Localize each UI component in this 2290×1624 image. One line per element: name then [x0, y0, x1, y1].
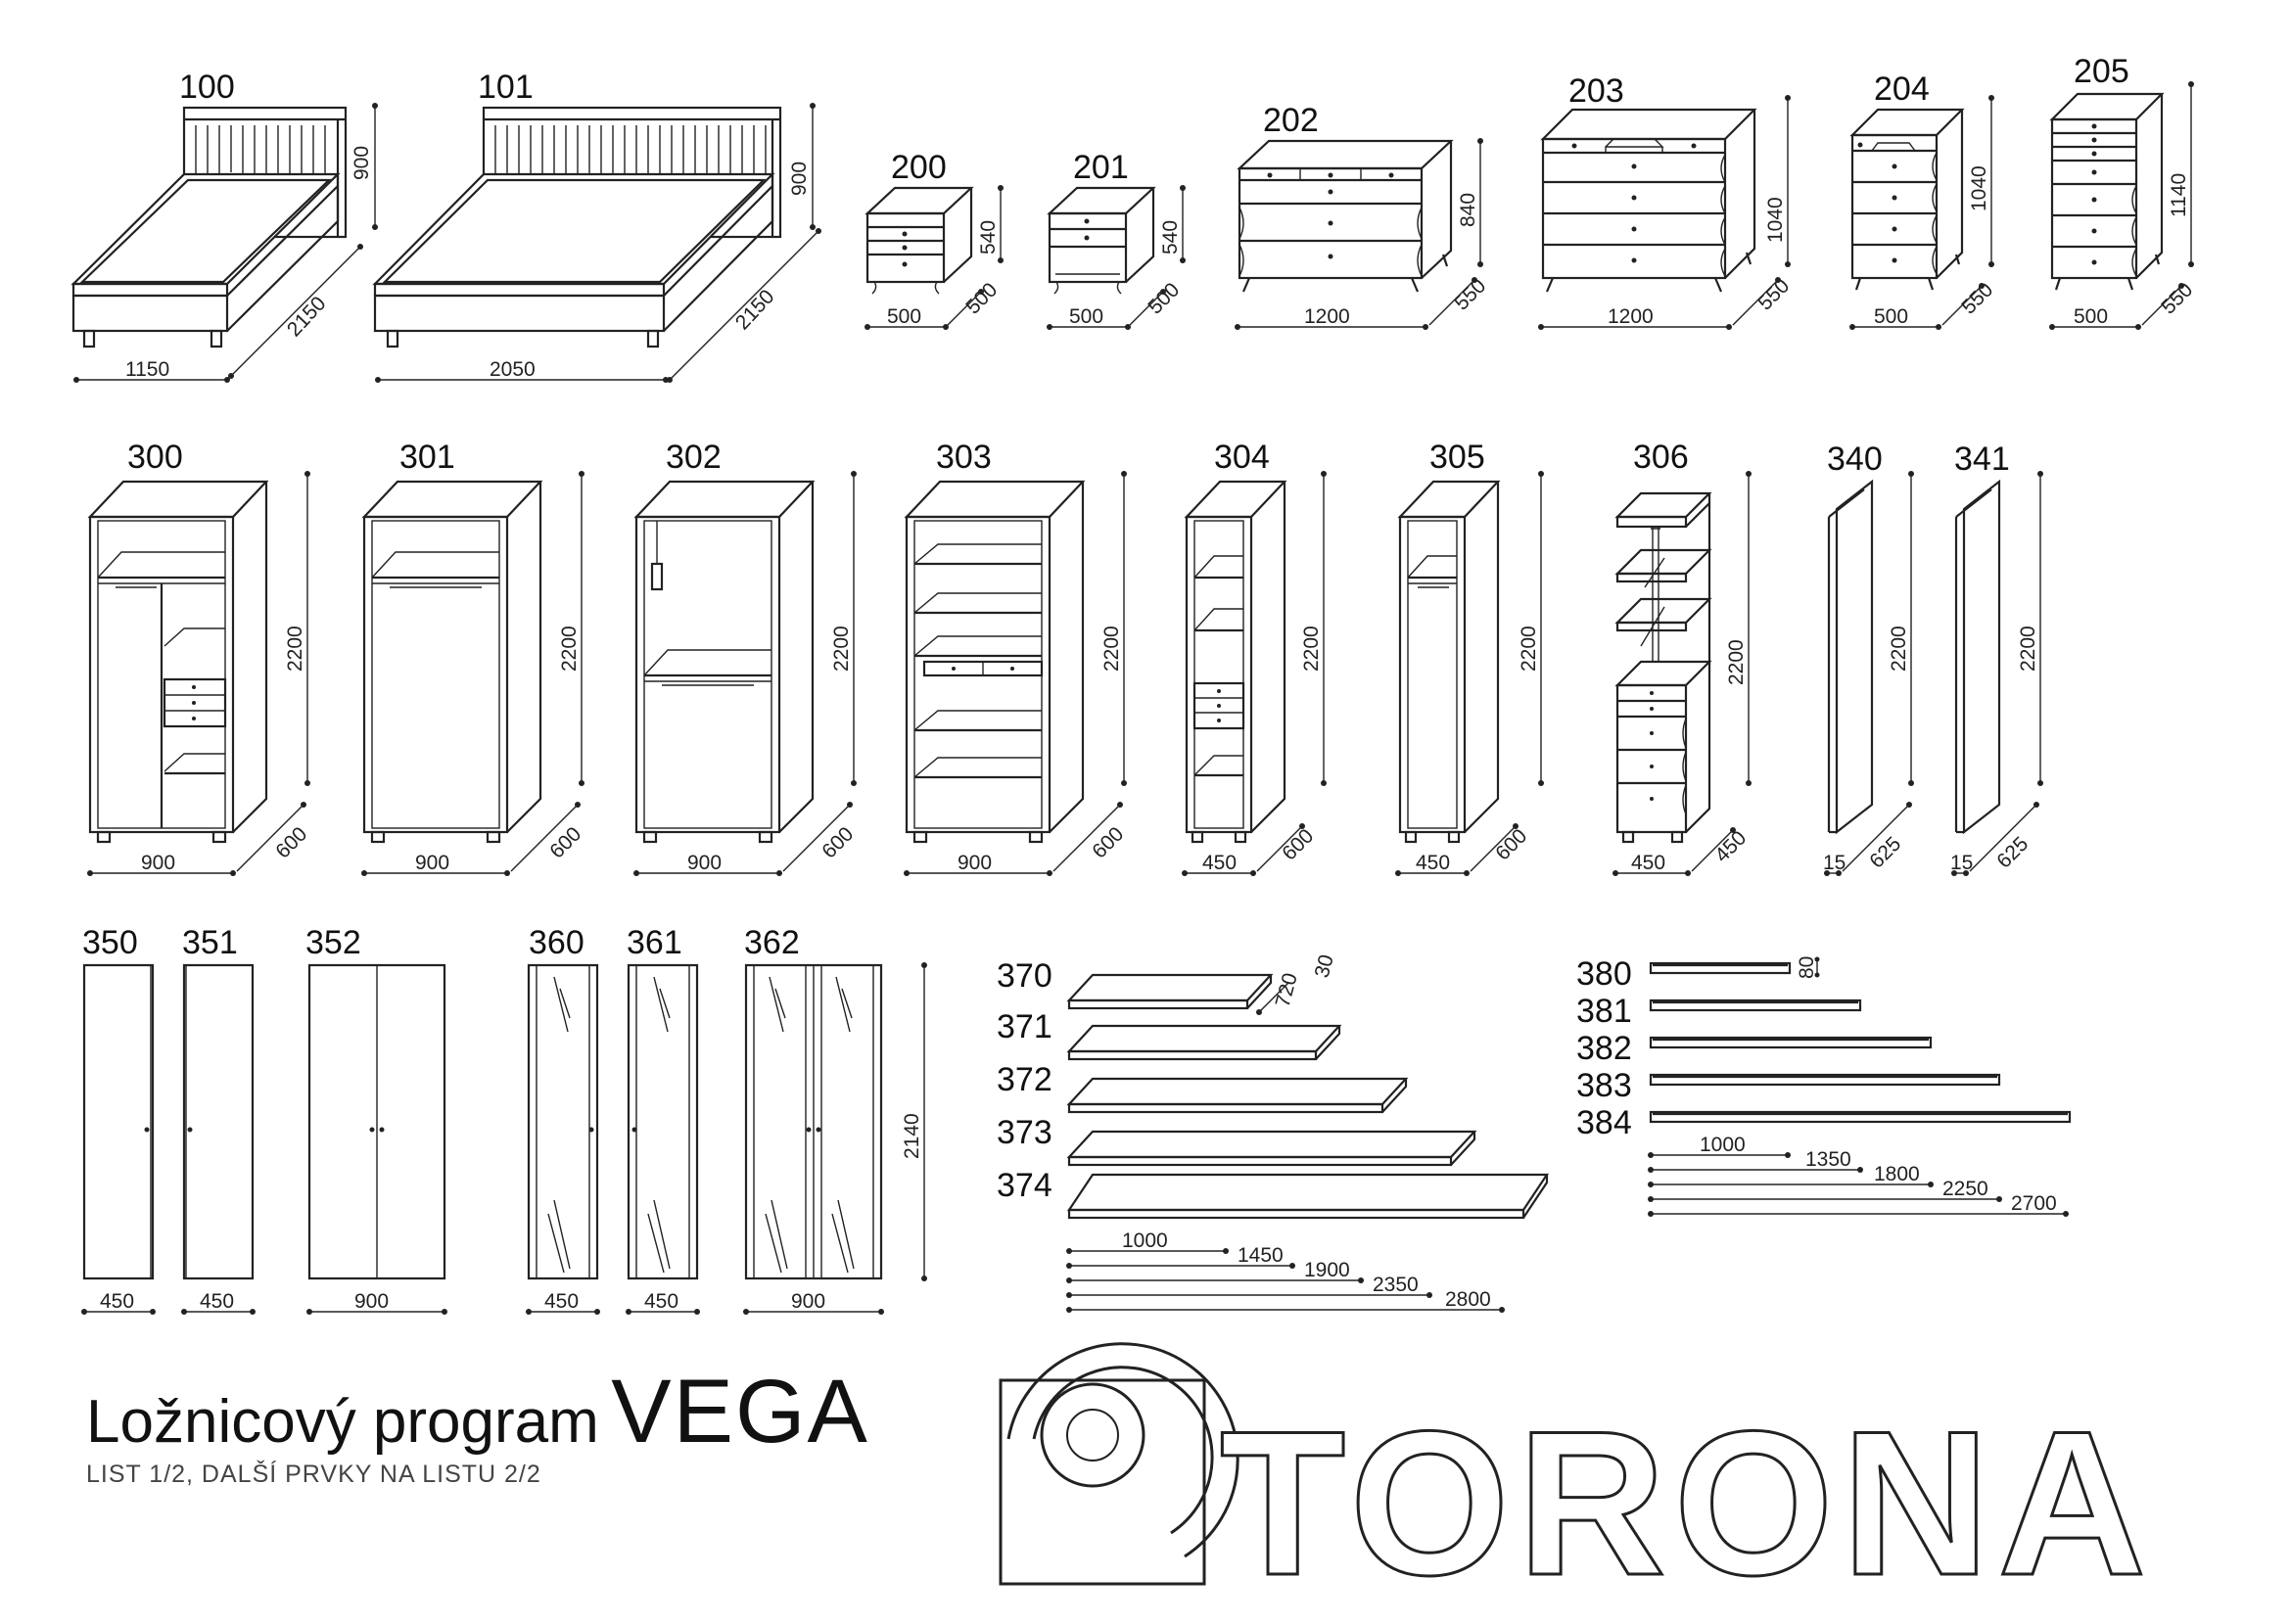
dim-304-width: 450 [1202, 852, 1238, 874]
chest-202 [1235, 102, 1490, 330]
dim-bar-5: 2700 [2011, 1192, 2057, 1215]
dim-203-depth: 550 [1753, 274, 1795, 315]
dim-101-width: 2050 [490, 358, 536, 381]
code-304: 304 [1214, 439, 1270, 476]
dim-205-width: 500 [2074, 305, 2109, 328]
door-352 [305, 924, 447, 1315]
dim-shelf-1: 1000 [1122, 1230, 1168, 1252]
code-361: 361 [627, 924, 682, 961]
code-200: 200 [891, 149, 947, 186]
code-373: 373 [997, 1114, 1052, 1151]
shelf-unit-306 [1612, 439, 1752, 876]
dim-362-width: 900 [791, 1290, 826, 1313]
dim-352-width: 900 [354, 1290, 390, 1313]
dim-bar-1: 1000 [1700, 1134, 1746, 1156]
dim-361-width: 450 [644, 1290, 679, 1313]
code-371: 371 [997, 1008, 1052, 1045]
dim-204-depth: 550 [1957, 278, 1998, 319]
dim-200-height: 540 [977, 219, 1000, 255]
dim-306-height: 2200 [1725, 639, 1748, 685]
code-360: 360 [529, 924, 584, 961]
wardrobe-301 [361, 439, 585, 876]
dim-200-width: 500 [887, 305, 922, 328]
code-201: 201 [1073, 149, 1129, 186]
code-350: 350 [82, 924, 138, 961]
dim-shelf-4: 2350 [1373, 1274, 1419, 1296]
code-340: 340 [1827, 441, 1883, 478]
torona-logo [1001, 1344, 2154, 1618]
code-100: 100 [179, 69, 235, 106]
nightstand-201 [1047, 149, 1186, 330]
shelves-370-374 [997, 952, 1547, 1313]
dim-350-width: 450 [100, 1290, 135, 1313]
title-main: Ložnicový program [86, 1388, 599, 1456]
dim-302-depth: 600 [818, 822, 859, 863]
code-383: 383 [1576, 1067, 1632, 1104]
dim-301-height: 2200 [558, 626, 581, 672]
dim-101-depth: 2150 [730, 285, 779, 335]
dim-341-depth: 625 [1992, 832, 2033, 873]
door-350 [81, 924, 156, 1315]
dim-306-width: 450 [1631, 852, 1666, 874]
code-305: 305 [1429, 439, 1485, 476]
dim-shelf-depth: 720 [1271, 970, 1302, 1010]
dim-202-width: 1200 [1304, 305, 1350, 328]
code-205: 205 [2074, 53, 2129, 90]
dim-300-depth: 600 [271, 822, 312, 863]
code-382: 382 [1576, 1030, 1632, 1067]
dim-305-depth: 600 [1491, 824, 1532, 865]
dim-304-depth: 600 [1278, 824, 1319, 865]
dim-205-depth: 550 [2157, 278, 2198, 319]
dim-bar-2: 1350 [1805, 1148, 1851, 1171]
code-306: 306 [1633, 439, 1689, 476]
catalog-subtitle: LIST 1/2, DALŠÍ PRVKY NA LISTU 2/2 [86, 1461, 541, 1488]
dim-340-depth: 625 [1865, 832, 1906, 873]
dim-305-height: 2200 [1518, 626, 1540, 672]
dim-204-height: 1040 [1968, 165, 1990, 211]
panel-340 [1823, 441, 1914, 876]
mirror-door-360 [526, 924, 600, 1315]
mattress [73, 174, 338, 284]
dim-100-width: 1150 [125, 358, 170, 381]
dim-340-width: 15 [1823, 852, 1846, 874]
dim-305-width: 450 [1416, 852, 1451, 874]
code-202: 202 [1263, 102, 1319, 139]
code-362: 362 [744, 924, 800, 961]
dim-203-width: 1200 [1608, 305, 1654, 328]
dim-202-depth: 550 [1450, 274, 1491, 315]
code-351: 351 [182, 924, 238, 961]
chest-205 [2049, 53, 2197, 330]
dim-301-width: 900 [415, 852, 450, 874]
nightstand-200 [865, 149, 1004, 330]
title-brand: VEGA [611, 1362, 869, 1462]
code-341: 341 [1954, 441, 2010, 478]
dim-door-height: 2140 [901, 1113, 923, 1159]
dim-201-depth: 500 [1144, 278, 1185, 319]
dim-203-height: 1040 [1764, 197, 1787, 243]
dim-shelf-thickness: 30 [1310, 951, 1338, 981]
code-303: 303 [936, 439, 992, 476]
code-301: 301 [399, 439, 455, 476]
dim-302-height: 2200 [830, 626, 853, 672]
bed-100 [73, 69, 378, 383]
panel-341 [1950, 441, 2043, 876]
dim-201-width: 500 [1069, 305, 1104, 328]
code-101: 101 [478, 69, 534, 106]
dim-205-height: 1140 [2168, 172, 2190, 217]
dim-341-height: 2200 [2017, 626, 2039, 672]
dim-300-width: 900 [141, 852, 176, 874]
dim-200-depth: 500 [961, 278, 1003, 319]
dim-301-depth: 600 [545, 822, 586, 863]
code-370: 370 [997, 957, 1052, 995]
dim-204-width: 500 [1874, 305, 1909, 328]
catalog-title [86, 1361, 869, 1463]
dim-341-width: 15 [1950, 852, 1974, 874]
dim-303-depth: 600 [1088, 822, 1129, 863]
dim-304-height: 2200 [1300, 626, 1323, 672]
dim-shelf-2: 1450 [1238, 1244, 1284, 1267]
dim-302-width: 900 [687, 852, 723, 874]
dim-shelf-5: 2800 [1445, 1288, 1491, 1311]
code-302: 302 [666, 439, 722, 476]
dim-360-width: 450 [544, 1290, 580, 1313]
dim-351-width: 450 [200, 1290, 235, 1313]
dim-101-height: 900 [788, 161, 811, 196]
chest-203 [1538, 72, 1794, 330]
bed-101 [375, 69, 821, 383]
mirror-door-362 [743, 924, 927, 1315]
door-351 [181, 924, 256, 1315]
bars-380-384 [1576, 955, 2070, 1217]
code-374: 374 [997, 1167, 1052, 1204]
code-384: 384 [1576, 1104, 1632, 1141]
code-300: 300 [127, 439, 183, 476]
dim-202-height: 840 [1457, 192, 1479, 227]
dim-bar-4: 2250 [1942, 1178, 1988, 1200]
dim-340-height: 2200 [1888, 626, 1910, 672]
dim-306-depth: 450 [1710, 826, 1752, 867]
code-352: 352 [305, 924, 361, 961]
dim-bar-3: 1800 [1874, 1163, 1920, 1185]
code-380: 380 [1576, 955, 1632, 993]
dim-303-width: 900 [958, 852, 993, 874]
dim-300-height: 2200 [284, 626, 306, 672]
mirror-door-361 [626, 924, 700, 1315]
wardrobe-304 [1182, 439, 1327, 876]
code-372: 372 [997, 1061, 1052, 1098]
wardrobe-302 [633, 439, 858, 876]
chest-204 [1849, 70, 1997, 330]
dim-shelf-3: 1900 [1304, 1259, 1350, 1281]
code-381: 381 [1576, 993, 1632, 1030]
code-204: 204 [1874, 70, 1930, 108]
wardrobe-300 [87, 439, 311, 876]
wardrobe-303 [904, 439, 1128, 876]
dim-100-depth: 2150 [282, 292, 331, 342]
wardrobe-305 [1395, 439, 1544, 876]
dim-303-height: 2200 [1100, 626, 1123, 672]
dim-201-height: 540 [1159, 219, 1182, 255]
dim-bar-height: 80 [1796, 955, 1818, 979]
code-203: 203 [1568, 72, 1624, 110]
logo-text: TORONA [1220, 1388, 2155, 1618]
dim-100-height: 900 [351, 145, 373, 180]
